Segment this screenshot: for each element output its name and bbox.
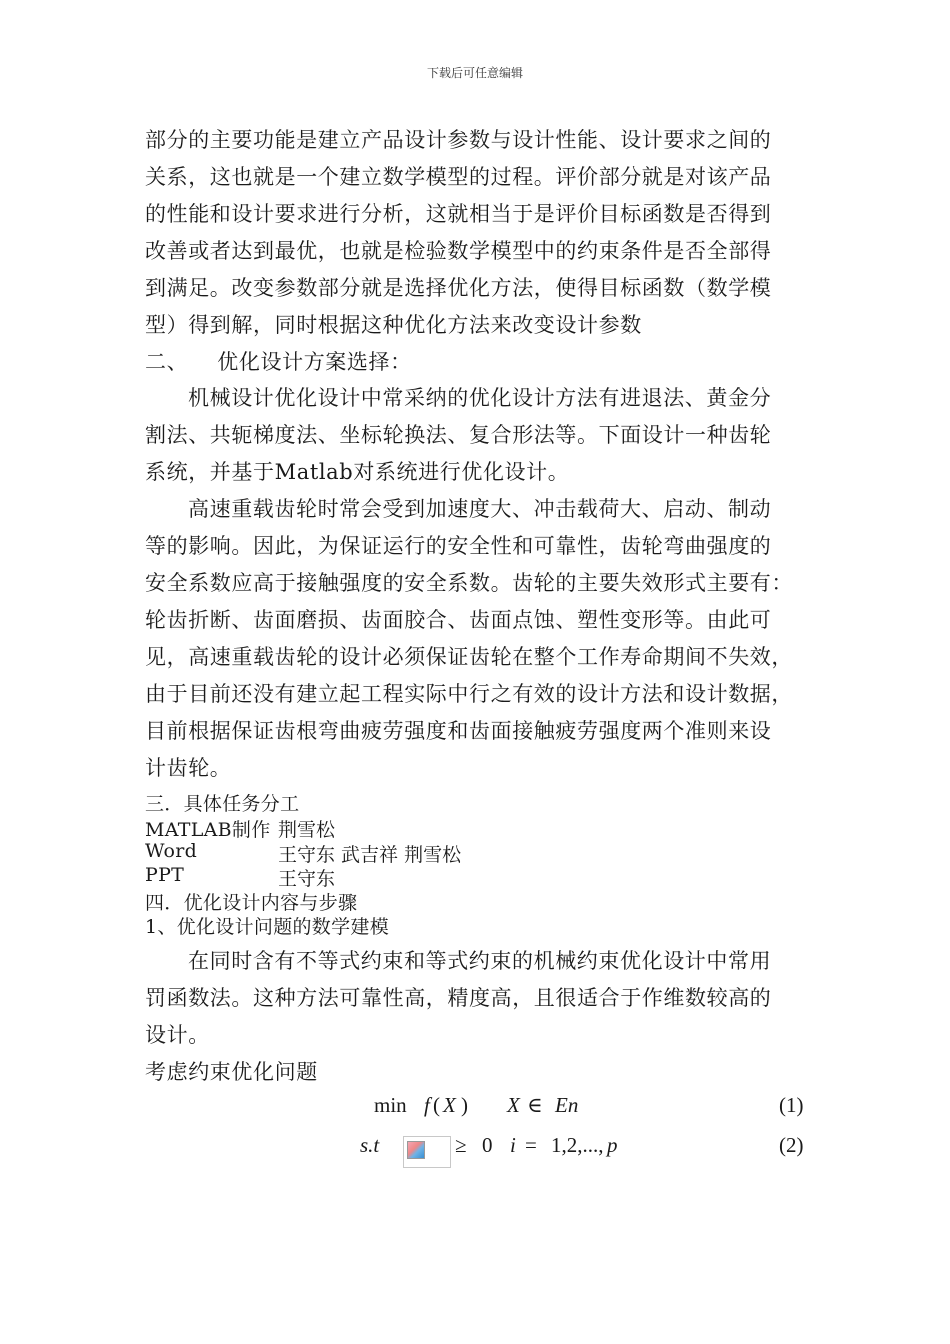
paragraph-line: 在同时含有不等式约束和等式约束的机械约束优化设计中常用 [188,949,772,973]
subsection-heading: 1、优化设计问题的数学建模 [145,916,389,938]
paragraph-line: 高速重载齿轮时常会受到加速度大、冲击载荷大、启动、制动 [188,497,772,521]
paragraph-line: 机械设计优化设计中常采纳的优化设计方法有进退法、黄金分 [188,386,772,410]
eq-p: p [607,1133,618,1157]
eq-rparen: ) [461,1093,468,1117]
task-name: Word [145,840,198,862]
task-name: PPT [145,864,185,886]
eq-in: ∈ [527,1093,543,1117]
paragraph-line: 部分的主要功能是建立产品设计参数与设计性能、设计要求之间的 [145,128,772,152]
page-header-note: 下载后可任意编辑 [426,66,523,80]
eq-x: X [443,1093,456,1117]
paragraph-line: 罚函数法。这种方法可靠性高，精度高，且很适合于作维数较高的 [145,986,772,1010]
paragraph-line: 关系，这也就是一个建立数学模型的过程。评价部分就是对该产品 [145,165,772,189]
paragraph-line: 见，高速重载齿轮的设计必须保证齿轮在整个工作寿命期间不失效， [145,645,793,669]
paragraph-line: 型）得到解，同时根据这种优化方法来改变设计参数 [145,313,642,337]
task-name: MATLAB制作 [145,819,271,841]
eq-range: 1,2,..., [551,1133,604,1157]
paragraph-line: 轮齿折断、齿面磨损、齿面胶合、齿面点蚀、塑性变形等。由此可 [145,608,772,632]
broken-image-placeholder [403,1136,451,1168]
paragraph-line: 到满足。改变参数部分就是选择优化方法，使得目标函数（数学模 [145,276,772,300]
section-heading-3: 三．具体任务分工 [145,793,300,815]
equation-number: (1) [779,1093,804,1117]
section-heading-4: 四．优化设计内容与步骤 [145,892,358,914]
paragraph-line: 设计。 [145,1023,210,1047]
paragraph-line: 计齿轮。 [145,756,232,780]
paragraph-line: 等的影响。因此，为保证运行的安全性和可靠性，齿轮弯曲强度的 [145,534,772,558]
eq-f: f [424,1093,430,1117]
eq-equals: = [525,1133,537,1157]
eq-lparen: ( [433,1093,440,1117]
paragraph-line: 改善或者达到最优，也就是检验数学模型中的约束条件是否全部得 [145,239,772,263]
paragraph-line: 目前根据保证齿根弯曲疲劳强度和齿面接触疲劳强度两个准则来设 [145,719,772,743]
task-people: 荆雪松 [278,819,336,841]
task-people: 王守东 [278,868,336,890]
section-heading-2: 二、 优化设计方案选择： [145,350,412,374]
eq-x2: X [507,1093,520,1117]
equation-number: (2) [779,1133,804,1157]
paragraph-line: 割法、共轭梯度法、坐标轮换法、复合形法等。下面设计一种齿轮 [145,423,772,447]
image-icon [407,1141,425,1159]
eq-en: En [555,1093,579,1117]
eq-ge: ≥ [455,1133,467,1157]
eq-zero: 0 [482,1133,493,1157]
eq-st: s.t [360,1133,380,1157]
paragraph-line: 的性能和设计要求进行分析，这就相当于是评价目标函数是否得到 [145,202,772,226]
paragraph-line: 考虑约束优化问题 [145,1060,318,1084]
task-people: 王守东 武吉祥 荆雪松 [278,844,462,866]
paragraph-line: 安全系数应高于接触强度的安全系数。齿轮的主要失效形式主要有： [145,571,793,595]
eq-i: i [510,1133,516,1157]
paragraph-line: 系统，并基于Matlab对系统进行优化设计。 [145,460,570,484]
paragraph-line: 由于目前还没有建立起工程实际中行之有效的设计方法和设计数据， [145,682,793,706]
eq-min: min [374,1093,407,1117]
